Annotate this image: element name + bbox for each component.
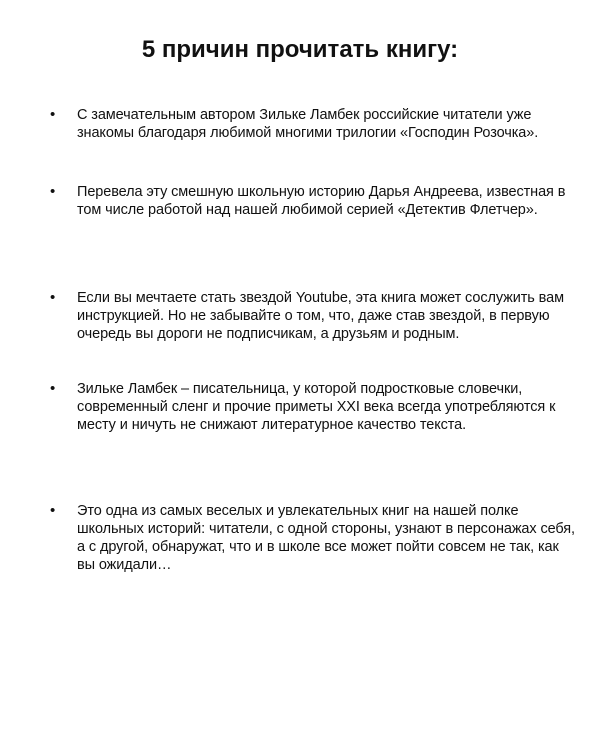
bullet-icon: • xyxy=(50,289,56,306)
list-item xyxy=(50,502,575,574)
reason-text: Если вы мечтаете стать звездой Youtube, эта книга может сослужить вам инструкцией. Но не забывайте о том, что, даже став звездой, в первую очередь вы дороги не подписчикам, а друзьям и родным. xyxy=(77,290,564,342)
bullet-icon: • xyxy=(50,183,56,200)
reason-text: С замечательным автором Зильке Ламбек российские читатели уже знакомы благодаря любимой многими трилогии «Господин Розочка». xyxy=(77,107,539,141)
bullet-icon: • xyxy=(50,380,56,397)
list-item xyxy=(50,380,575,434)
reason-text: Зильке Ламбек – писательница, у которой подростковые словечки, современный сленг и прочие приметы XXI века всегда употребляются к месту и ничуть не снижают литературное качество текста. xyxy=(77,381,556,433)
bullet-icon: • xyxy=(50,502,56,519)
list-item xyxy=(50,183,575,219)
page-title: 5 причин прочитать книгу: xyxy=(141,36,459,63)
list-item xyxy=(50,289,575,343)
reason-text: Перевела эту смешную школьную историю Дарья Андреева, известная в том числе работой над нашей любимой серией «Детектив Флетчер». xyxy=(77,184,566,218)
bullet-icon: • xyxy=(50,106,56,123)
reason-text: Это одна из самых веселых и увлекательных книг на нашей полке школьных историй: читатели, с одной стороны, узнают в персонажах себя, а с другой, обнаружат, что и в школе все может пойти совсем не так, как вы ожидали… xyxy=(77,503,575,573)
list-item xyxy=(50,106,575,142)
